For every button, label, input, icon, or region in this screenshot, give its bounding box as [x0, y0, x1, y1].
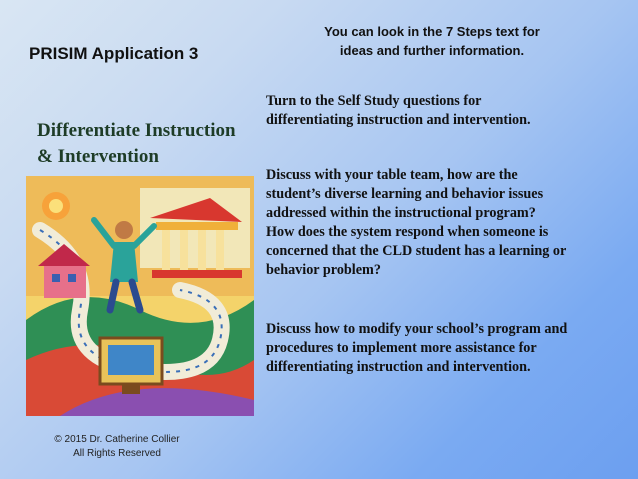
paragraph-line: student’s diverse learning and behavior issues — [266, 186, 544, 202]
paragraph-line: procedures to implement more assistance for — [266, 340, 537, 356]
sun-core — [49, 199, 63, 213]
reference-note — [306, 22, 558, 60]
paragraph-line: behavior problem? — [266, 262, 381, 278]
reference-note-line: You can look in the 7 Steps text for — [324, 24, 540, 39]
copyright-footer — [38, 433, 196, 461]
paragraph-line: How does the system respond when someone is — [266, 224, 549, 240]
copyright-line: © 2015 Dr. Catherine Collier — [54, 434, 180, 445]
paragraph-line: concerned that the CLD student has a learning or — [266, 243, 567, 259]
modify-program-paragraph — [266, 320, 616, 377]
subtitle-line: & Intervention — [37, 146, 159, 167]
paragraph-line: Discuss with your table team, how are the — [266, 167, 518, 183]
slide-subtitle — [37, 118, 262, 170]
paragraph-line: differentiating instruction and intervention. — [266, 359, 531, 375]
paragraph-line: differentiating instruction and intervention. — [266, 112, 531, 128]
subtitle-line: Differentiate Instruction — [37, 120, 236, 141]
slide-title: PRISIM Application 3 — [29, 44, 199, 63]
paragraph-line: addressed within the instructional program? — [266, 205, 536, 221]
self-study-paragraph — [266, 92, 616, 130]
paragraph-line: Discuss how to modify your school’s program and — [266, 321, 568, 337]
reference-note-line: ideas and further information. — [339, 43, 525, 58]
rights-line: All Rights Reserved — [73, 448, 161, 459]
discussion-paragraph — [266, 166, 616, 280]
education-collage-illustration — [20, 170, 260, 425]
paragraph-line: Turn to the Self Study questions for — [266, 93, 482, 109]
